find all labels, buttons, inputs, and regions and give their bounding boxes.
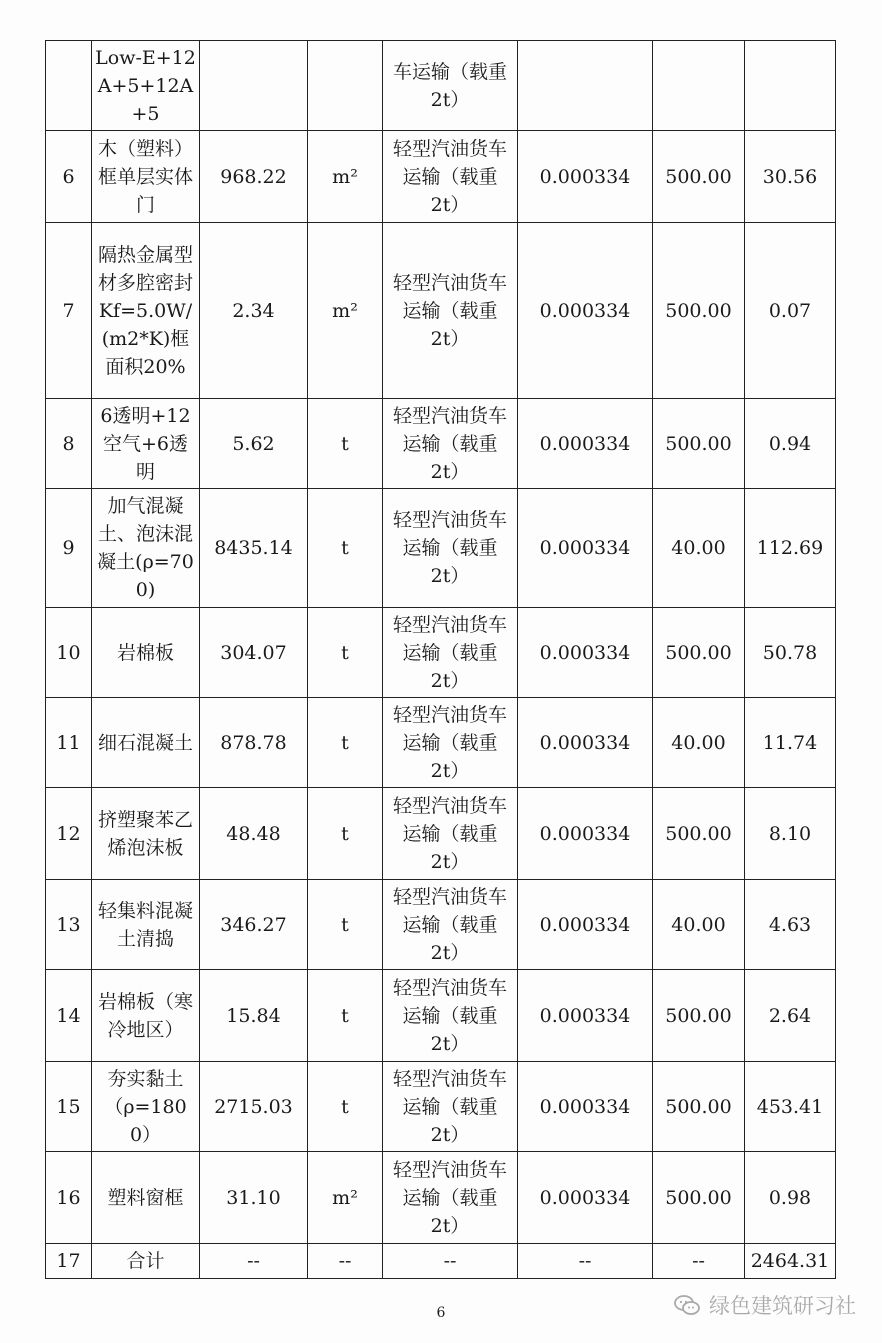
transport-mode-cell: 轻型汽油货车运输（载重2t） [383,1152,518,1244]
page-number: 6 [436,1305,446,1321]
carbon-emission-cell: 11.74 [745,698,836,788]
transport-mode-cell: 轻型汽油货车运输（载重2t） [383,489,518,608]
quantity-cell: 878.78 [200,698,308,788]
row-number-cell: 9 [46,489,92,608]
transport-distance-cell: 500.00 [653,788,745,880]
transport-distance-cell: 500.00 [653,970,745,1062]
carbon-emission-cell: 2.64 [745,970,836,1062]
transport-mode-cell: 轻型汽油货车运输（载重2t） [383,880,518,970]
carbon-emission-cell: 4.63 [745,880,836,970]
material-name-cell: 加气混凝土、泡沫混凝土(ρ=700) [92,489,200,608]
row-number-cell: 10 [46,608,92,698]
unit-cell: t [308,1062,383,1152]
row-number-cell: 8 [46,399,92,489]
row-number-cell [46,41,92,131]
carbon-emission-cell: 50.78 [745,608,836,698]
row-number-cell: 15 [46,1062,92,1152]
table-row [46,223,836,399]
quantity-cell: 346.27 [200,880,308,970]
transport-distance-cell: 500.00 [653,223,745,399]
transport-distance-cell: 40.00 [653,880,745,970]
material-name-cell: 夯实黏土（ρ=1800） [92,1062,200,1152]
material-name-cell: 轻集料混凝土清捣 [92,880,200,970]
transport-mode-cell: 轻型汽油货车运输（载重2t） [383,698,518,788]
quantity-cell: 8435.14 [200,489,308,608]
quantity-cell: 31.10 [200,1152,308,1244]
transport-distance-cell: 40.00 [653,489,745,608]
row-number-cell: 12 [46,788,92,880]
material-name-cell: 合计 [92,1244,200,1279]
quantity-cell: -- [200,1244,308,1279]
table-row [46,1244,836,1279]
transport-distance-cell: -- [653,1244,745,1279]
unit-cell: t [308,970,383,1062]
row-number-cell: 11 [46,698,92,788]
unit-cell: t [308,399,383,489]
quantity-cell: 2.34 [200,223,308,399]
table-row [46,1062,836,1152]
carbon-emission-cell: 30.56 [745,131,836,223]
material-name-cell: 岩棉板（寒冷地区） [92,970,200,1062]
table-row [46,131,836,223]
quantity-cell: 968.22 [200,131,308,223]
emission-factor-cell: 0.000334 [518,489,653,608]
emission-factor-cell: 0.000334 [518,223,653,399]
transport-distance-cell: 500.00 [653,399,745,489]
table-body [46,41,836,1279]
table-row [46,970,836,1062]
emission-factor-cell: 0.000334 [518,1062,653,1152]
table-row [46,880,836,970]
emission-factor-cell: 0.000334 [518,698,653,788]
unit-cell: m² [308,223,383,399]
row-number-cell: 16 [46,1152,92,1244]
transport-mode-cell: 轻型汽油货车运输（载重2t） [383,131,518,223]
table-row [46,399,836,489]
transport-distance-cell: 500.00 [653,131,745,223]
unit-cell: t [308,698,383,788]
table-row [46,788,836,880]
carbon-emission-cell: 0.98 [745,1152,836,1244]
row-number-cell: 13 [46,880,92,970]
transport-distance-cell: 500.00 [653,1152,745,1244]
emission-factor-cell: 0.000334 [518,970,653,1062]
row-number-cell: 14 [46,970,92,1062]
transport-mode-cell: 轻型汽油货车运输（载重2t） [383,788,518,880]
transport-mode-cell: 轻型汽油货车运输（载重2t） [383,970,518,1062]
quantity-cell: 5.62 [200,399,308,489]
unit-cell: t [308,880,383,970]
transport-mode-cell: 轻型汽油货车运输（载重2t） [383,399,518,489]
wechat-icon [673,1294,701,1316]
carbon-emission-cell: 8.10 [745,788,836,880]
transport-distance-cell: 500.00 [653,1062,745,1152]
material-name-cell: 木（塑料）框单层实体门 [92,131,200,223]
carbon-emission-cell: 112.69 [745,489,836,608]
quantity-cell: 2715.03 [200,1062,308,1152]
watermark [673,1290,856,1320]
material-name-cell: 隔热金属型材多腔密封Kf=5.0W/(m2*K)框面积20% [92,223,200,399]
unit-cell: t [308,788,383,880]
unit-cell: t [308,608,383,698]
table-row [46,608,836,698]
emission-factor-cell [518,41,653,131]
unit-cell: m² [308,131,383,223]
carbon-emission-cell [745,41,836,131]
emission-factor-cell: 0.000334 [518,788,653,880]
carbon-emission-cell: 2464.31 [745,1244,836,1279]
table-row [46,1152,836,1244]
carbon-emission-cell: 0.07 [745,223,836,399]
row-number-cell: 7 [46,223,92,399]
quantity-cell: 48.48 [200,788,308,880]
table-row [46,489,836,608]
carbon-emission-cell: 0.94 [745,399,836,489]
emission-factor-cell: 0.000334 [518,608,653,698]
emission-factor-cell: 0.000334 [518,880,653,970]
transport-mode-cell: 轻型汽油货车运输（载重2t） [383,1062,518,1152]
transport-distance-cell: 40.00 [653,698,745,788]
transport-distance-cell [653,41,745,131]
transport-mode-cell: 轻型汽油货车运输（载重2t） [383,608,518,698]
row-number-cell: 17 [46,1244,92,1279]
unit-cell: t [308,489,383,608]
emission-factor-cell: 0.000334 [518,399,653,489]
material-name-cell: 挤塑聚苯乙烯泡沫板 [92,788,200,880]
emission-factor-cell: -- [518,1244,653,1279]
transport-distance-cell: 500.00 [653,608,745,698]
transport-mode-cell: 轻型汽油货车运输（载重2t） [383,223,518,399]
unit-cell [308,41,383,131]
quantity-cell: 304.07 [200,608,308,698]
emission-factor-cell: 0.000334 [518,1152,653,1244]
carbon-emission-cell: 453.41 [745,1062,836,1152]
material-name-cell: 岩棉板 [92,608,200,698]
unit-cell: m² [308,1152,383,1244]
table-row [46,698,836,788]
quantity-cell [200,41,308,131]
emission-factor-cell: 0.000334 [518,131,653,223]
transport-mode-cell: 车运输（载重2t） [383,41,518,131]
material-name-cell: 6透明+12空气+6透明 [92,399,200,489]
transport-emission-table [45,40,836,1279]
row-number-cell: 6 [46,131,92,223]
transport-mode-cell: -- [383,1244,518,1279]
material-name-cell: Low-E+12A+5+12A+5 [92,41,200,131]
table-row [46,41,836,131]
unit-cell: -- [308,1244,383,1279]
material-name-cell: 塑料窗框 [92,1152,200,1244]
watermark-text: 绿色建筑研习社 [709,1294,856,1318]
quantity-cell: 15.84 [200,970,308,1062]
material-name-cell: 细石混凝土 [92,698,200,788]
